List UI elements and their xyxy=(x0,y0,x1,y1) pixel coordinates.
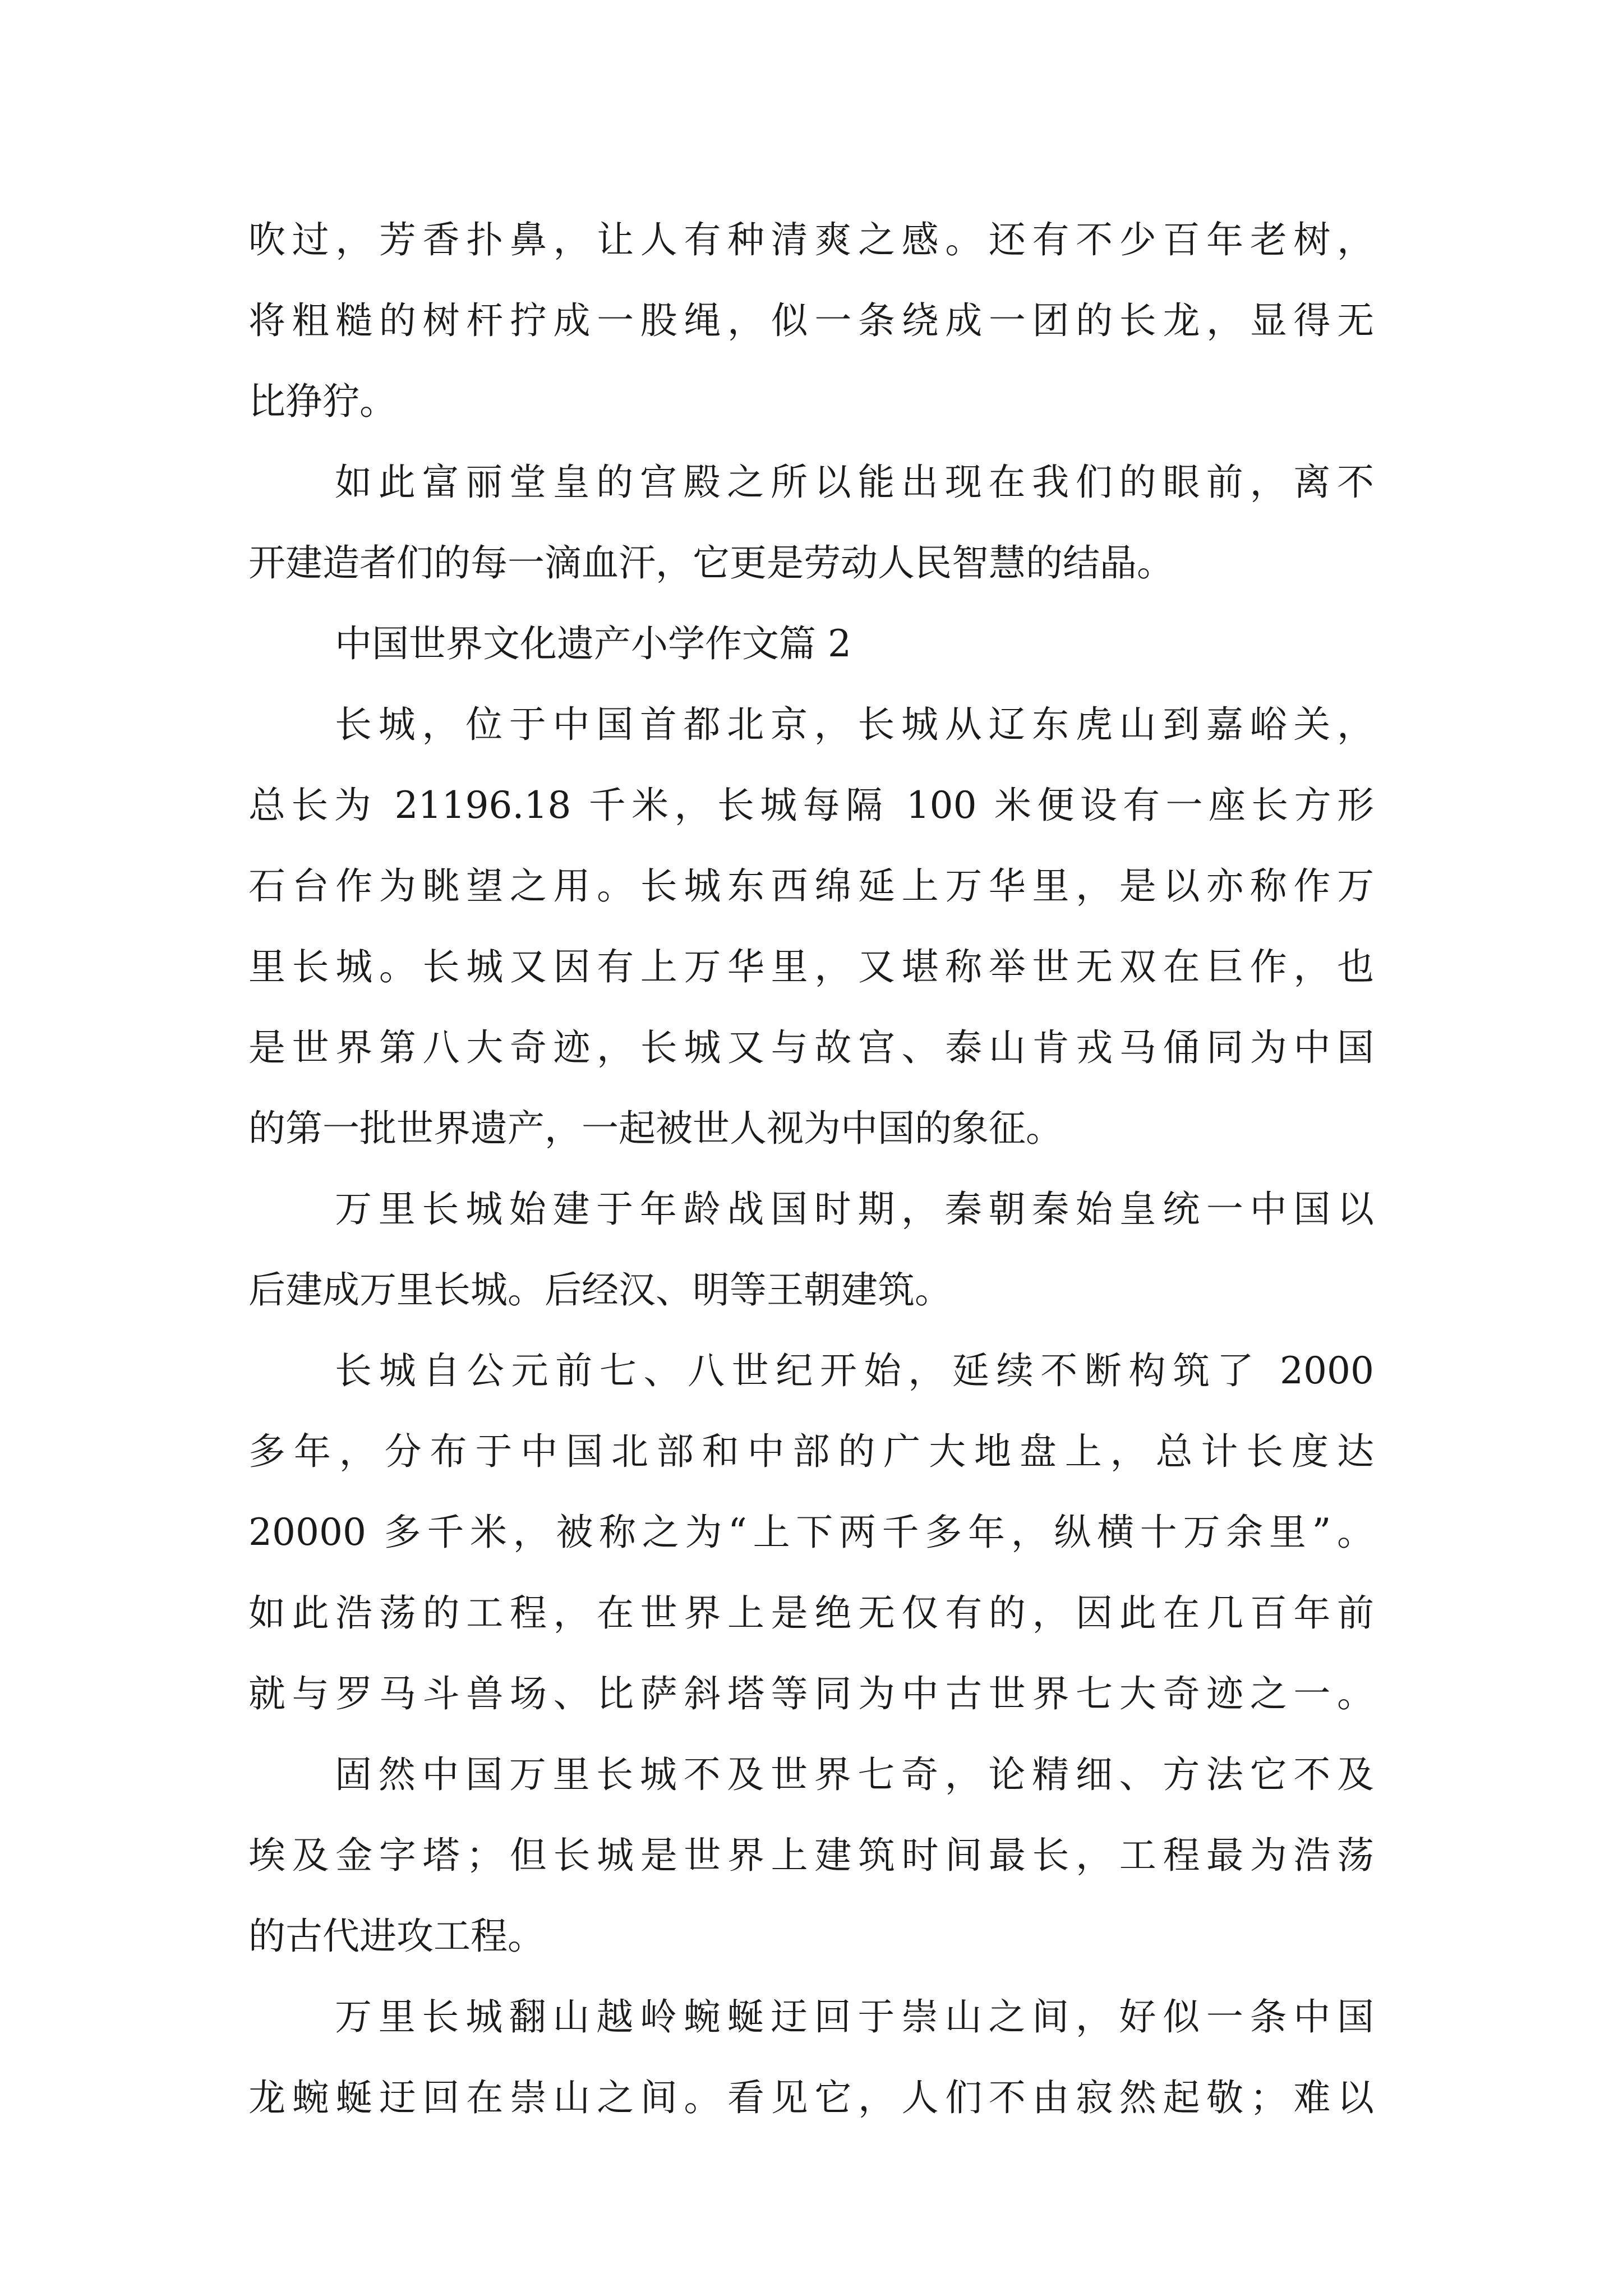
text-line: 固然中国万里长城不及世界七奇，论精细、方法它不及 xyxy=(335,1753,1374,1796)
text-line: 多年，分布于中国北部和中部的广大地盘上，总计长度达 xyxy=(248,1430,1374,1473)
text-line: 万里长城翻山越岭蜿蜒迂回于崇山之间，好似一条中国 xyxy=(335,1995,1374,2039)
text-line: 比狰狞。 xyxy=(248,380,396,423)
text-line: 后建成万里长城。后经汉、明等王朝建筑。 xyxy=(248,1268,952,1312)
text-line: 总长为 21196.18 千米，长城每隔 100 米便设有一座长方形 xyxy=(248,784,1374,827)
text-line: 是世界第八大奇迹，长城又与故宫、泰山肯戎马俑同为中国 xyxy=(248,1026,1374,1069)
text-line: 将粗糙的树杆拧成一股绳，似一条绕成一团的长龙，显得无 xyxy=(248,299,1374,342)
section-title: 中国世界文化遗产小学作文篇 2 xyxy=(335,622,851,665)
text-line: 20000 多千米，被称之为“上下两千多年，纵横十万余里”。 xyxy=(248,1511,1374,1554)
text-line: 里长城。长城又因有上万华里，又堪称举世无双在巨作，也 xyxy=(248,945,1374,988)
text-line: 就与罗马斗兽场、比萨斜塔等同为中古世界七大奇迹之一。 xyxy=(248,1672,1374,1715)
text-line: 石台作为眺望之用。长城东西绵延上万华里，是以亦称作万 xyxy=(248,864,1374,908)
text-line: 吹过，芳香扑鼻，让人有种清爽之感。还有不少百年老树， xyxy=(248,218,1374,261)
text-line: 万里长城始建于年龄战国时期，秦朝秦始皇统一中国以 xyxy=(335,1188,1374,1231)
text-line: 开建造者们的每一滴血汗，它更是劳动人民智慧的结晶。 xyxy=(248,541,1174,585)
text-line: 的古代进攻工程。 xyxy=(248,1915,545,1958)
text-line: 的第一批世界遗产，一起被世人视为中国的象征。 xyxy=(248,1107,1063,1150)
text-line: 龙蜿蜒迂回在崇山之间。看见它，人们不由寂然起敬；难以 xyxy=(248,2076,1374,2119)
text-line: 如此富丽堂皇的宫殿之所以能出现在我们的眼前，离不 xyxy=(335,461,1374,504)
text-line: 埃及金字塔；但长城是世界上建筑时间最长，工程最为浩荡 xyxy=(248,1834,1374,1877)
text-line: 如此浩荡的工程，在世界上是绝无仅有的，因此在几百年前 xyxy=(248,1591,1374,1635)
text-line: 长城，位于中国首都北京，长城从辽东虎山到嘉峪关， xyxy=(335,703,1374,746)
text-line: 长城自公元前七、八世纪开始，延续不断构筑了 2000 xyxy=(335,1349,1374,1392)
